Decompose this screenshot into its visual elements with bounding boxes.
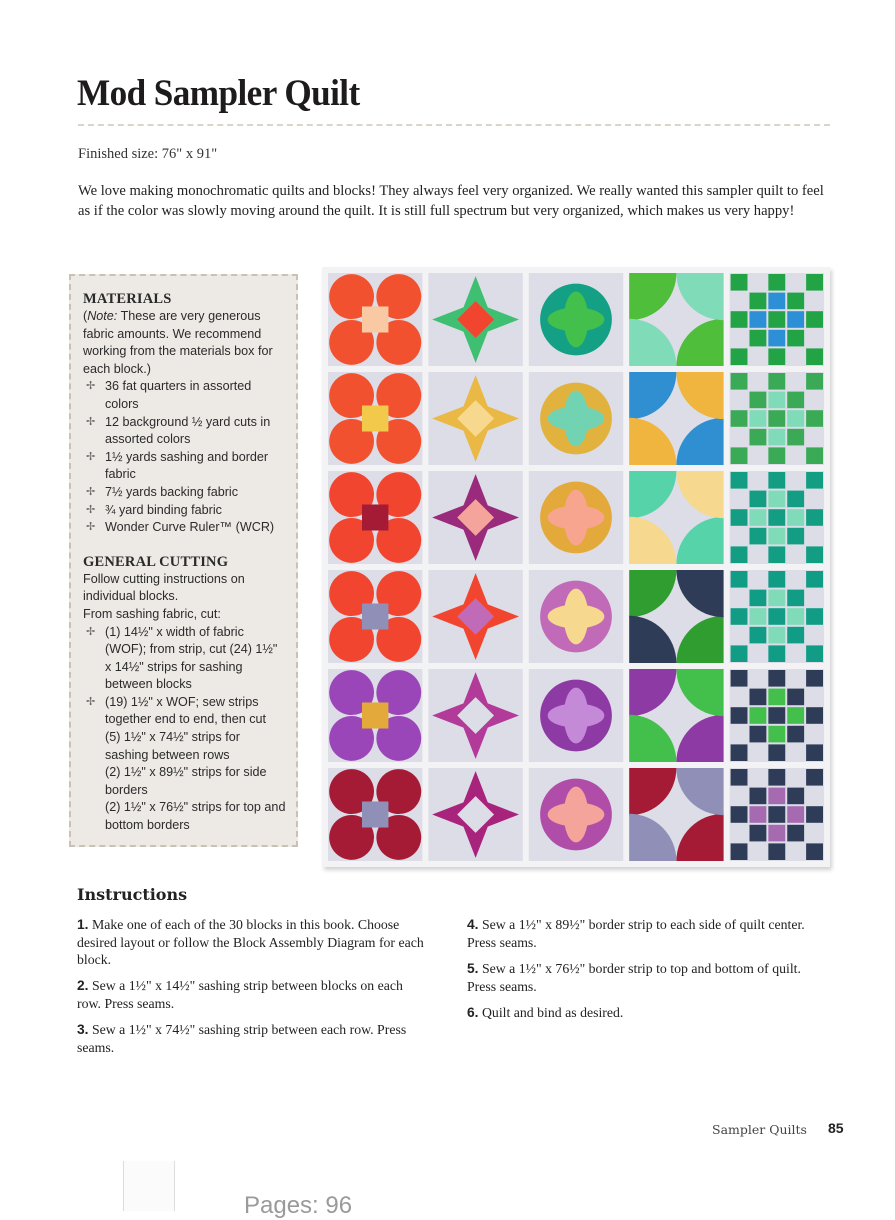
step-text: Sew a 1½" x 14½" sashing strip between blocks on each row. Press seams.	[77, 978, 403, 1011]
quilt-block	[730, 471, 824, 564]
quilt-block	[629, 570, 723, 663]
materials-item	[83, 502, 286, 520]
page-title: Mod Sampler Quilt	[77, 73, 360, 114]
finished-size: Finished size: 76" x 91"	[78, 146, 218, 162]
quilt-block	[529, 570, 623, 663]
cutting-from: From sashing fabric, cut:	[83, 606, 221, 621]
quilt-photo	[322, 267, 830, 867]
materials-item-text: 1½ yards sashing and border fabric	[105, 449, 269, 482]
step-text: Sew a 1½" x 76½" border strip to top and bottom of quilt. Press seams.	[467, 961, 801, 994]
instruction-step	[77, 977, 427, 1012]
step-number: 1.	[77, 917, 89, 932]
quilt-block	[428, 273, 522, 366]
quilt-block	[428, 768, 522, 861]
cutting-item-text: (1) 14½" x width of fabric (WOF); from strip, cut (24) 1½" x 14½" strips for sashing between blocks	[105, 624, 278, 692]
quilt-block	[629, 669, 723, 762]
instruction-step	[77, 1021, 427, 1056]
cutting-item-text: (19) 1½" x WOF; sew strips together end to end, then cut	[105, 694, 267, 727]
star-bullet-icon: ✢	[86, 415, 96, 428]
cutting-intro: Follow cutting instructions on individual blocks.	[83, 571, 245, 604]
quilt-block	[428, 570, 522, 663]
cutting-list	[83, 624, 286, 835]
quilt-block	[428, 471, 522, 564]
cutting-subitem: (2) 1½" x 89½" strips for side borders	[105, 765, 267, 797]
intro-paragraph: We love making monochromatic quilts and blocks! They always feel very organized. We really wanted this sampler quilt to feel as if the color was slowly moving around the quilt. It is still full spectrum but very organized, which makes us very happy!	[78, 183, 824, 219]
quilt-image	[322, 267, 830, 867]
quilt-block	[730, 768, 824, 861]
star-bullet-icon: ✢	[86, 521, 96, 534]
quilt-block	[529, 669, 623, 762]
star-bullet-icon: ✢	[86, 450, 96, 463]
materials-item-text: Wonder Curve Ruler™ (WCR)	[105, 520, 275, 535]
star-bullet-icon: ✢	[86, 485, 96, 498]
quilt-block	[730, 570, 824, 663]
materials-note	[83, 308, 286, 378]
instruction-step	[467, 916, 817, 951]
quilt-block	[328, 570, 422, 663]
materials-item-text: 36 fat quarters in assorted colors	[105, 379, 252, 411]
star-bullet-icon: ✢	[86, 503, 96, 516]
step-text: Sew a 1½" x 74½" sashing strip between each row. Press seams.	[77, 1022, 407, 1055]
star-bullet-icon: ✢	[86, 380, 96, 393]
note-label: Note:	[87, 309, 118, 323]
materials-item-text: 12 background ½ yard cuts in assorted colors	[105, 414, 271, 447]
title-divider	[78, 124, 830, 126]
instruction-step	[77, 916, 427, 969]
step-number: 3.	[77, 1022, 89, 1037]
quilt-block	[529, 372, 623, 465]
instruction-step	[467, 960, 817, 995]
cutting-item	[83, 624, 286, 694]
quilt-block	[629, 273, 723, 366]
materials-item	[83, 484, 286, 502]
cutting-subitem: (5) 1½" x 74½" strips for sashing between rows	[105, 730, 240, 762]
step-text: Make one of each of the 30 blocks in this book. Choose desired layout or follow the Block Assembly Diagram for each block.	[77, 917, 424, 967]
quilt-block	[730, 669, 824, 762]
cutting-item	[83, 694, 286, 729]
step-number: 5.	[467, 961, 479, 976]
materials-list	[83, 378, 286, 536]
materials-heading: MATERIALS	[83, 291, 172, 307]
quilt-block	[529, 471, 623, 564]
materials-item-text: ¾ yard binding fabric	[105, 502, 222, 517]
instructions-heading: Instructions	[77, 885, 188, 904]
cutting-subitem: (2) 1½" x 76½" strips for top and bottom borders	[105, 800, 286, 833]
quilt-block	[730, 372, 824, 465]
materials-sidebar	[69, 274, 298, 847]
instruction-step	[467, 1004, 817, 1022]
step-text: Quilt and bind as desired.	[478, 1005, 624, 1020]
quilt-block	[529, 273, 623, 366]
quilt-block	[428, 669, 522, 762]
quilt-block	[328, 471, 422, 564]
note-text: These are very generous fabric amounts. We recommend working from the materials box for each block.)	[83, 309, 273, 376]
quilt-block	[629, 471, 723, 564]
materials-item	[83, 519, 286, 537]
materials-item	[83, 378, 286, 413]
quilt-block	[629, 372, 723, 465]
quilt-block	[328, 273, 422, 366]
note-paren: (	[83, 309, 88, 323]
footer-section-title: Sampler Quilts	[712, 1122, 807, 1137]
quilt-block	[730, 273, 824, 366]
quilt-block	[529, 768, 623, 861]
step-text: Sew a 1½" x 89½" border strip to each side of quilt center. Press seams.	[467, 917, 805, 950]
page-number: 85	[828, 1120, 844, 1136]
materials-item-text: 7½ yards backing fabric	[105, 484, 239, 499]
quilt-block	[328, 669, 422, 762]
star-bullet-icon: ✢	[86, 695, 96, 708]
step-number: 2.	[77, 978, 89, 993]
quilt-block	[629, 768, 723, 861]
cutting-heading: GENERAL CUTTING	[83, 553, 229, 570]
materials-item	[83, 414, 286, 449]
materials-item	[83, 449, 286, 484]
step-number: 6.	[467, 1005, 479, 1020]
pages-count-label: Pages: 96	[244, 1192, 353, 1219]
step-number: 4.	[467, 917, 479, 932]
quilt-block	[328, 768, 422, 861]
quilt-block	[328, 372, 422, 465]
star-bullet-icon: ✢	[86, 625, 96, 638]
quilt-block	[428, 372, 522, 465]
